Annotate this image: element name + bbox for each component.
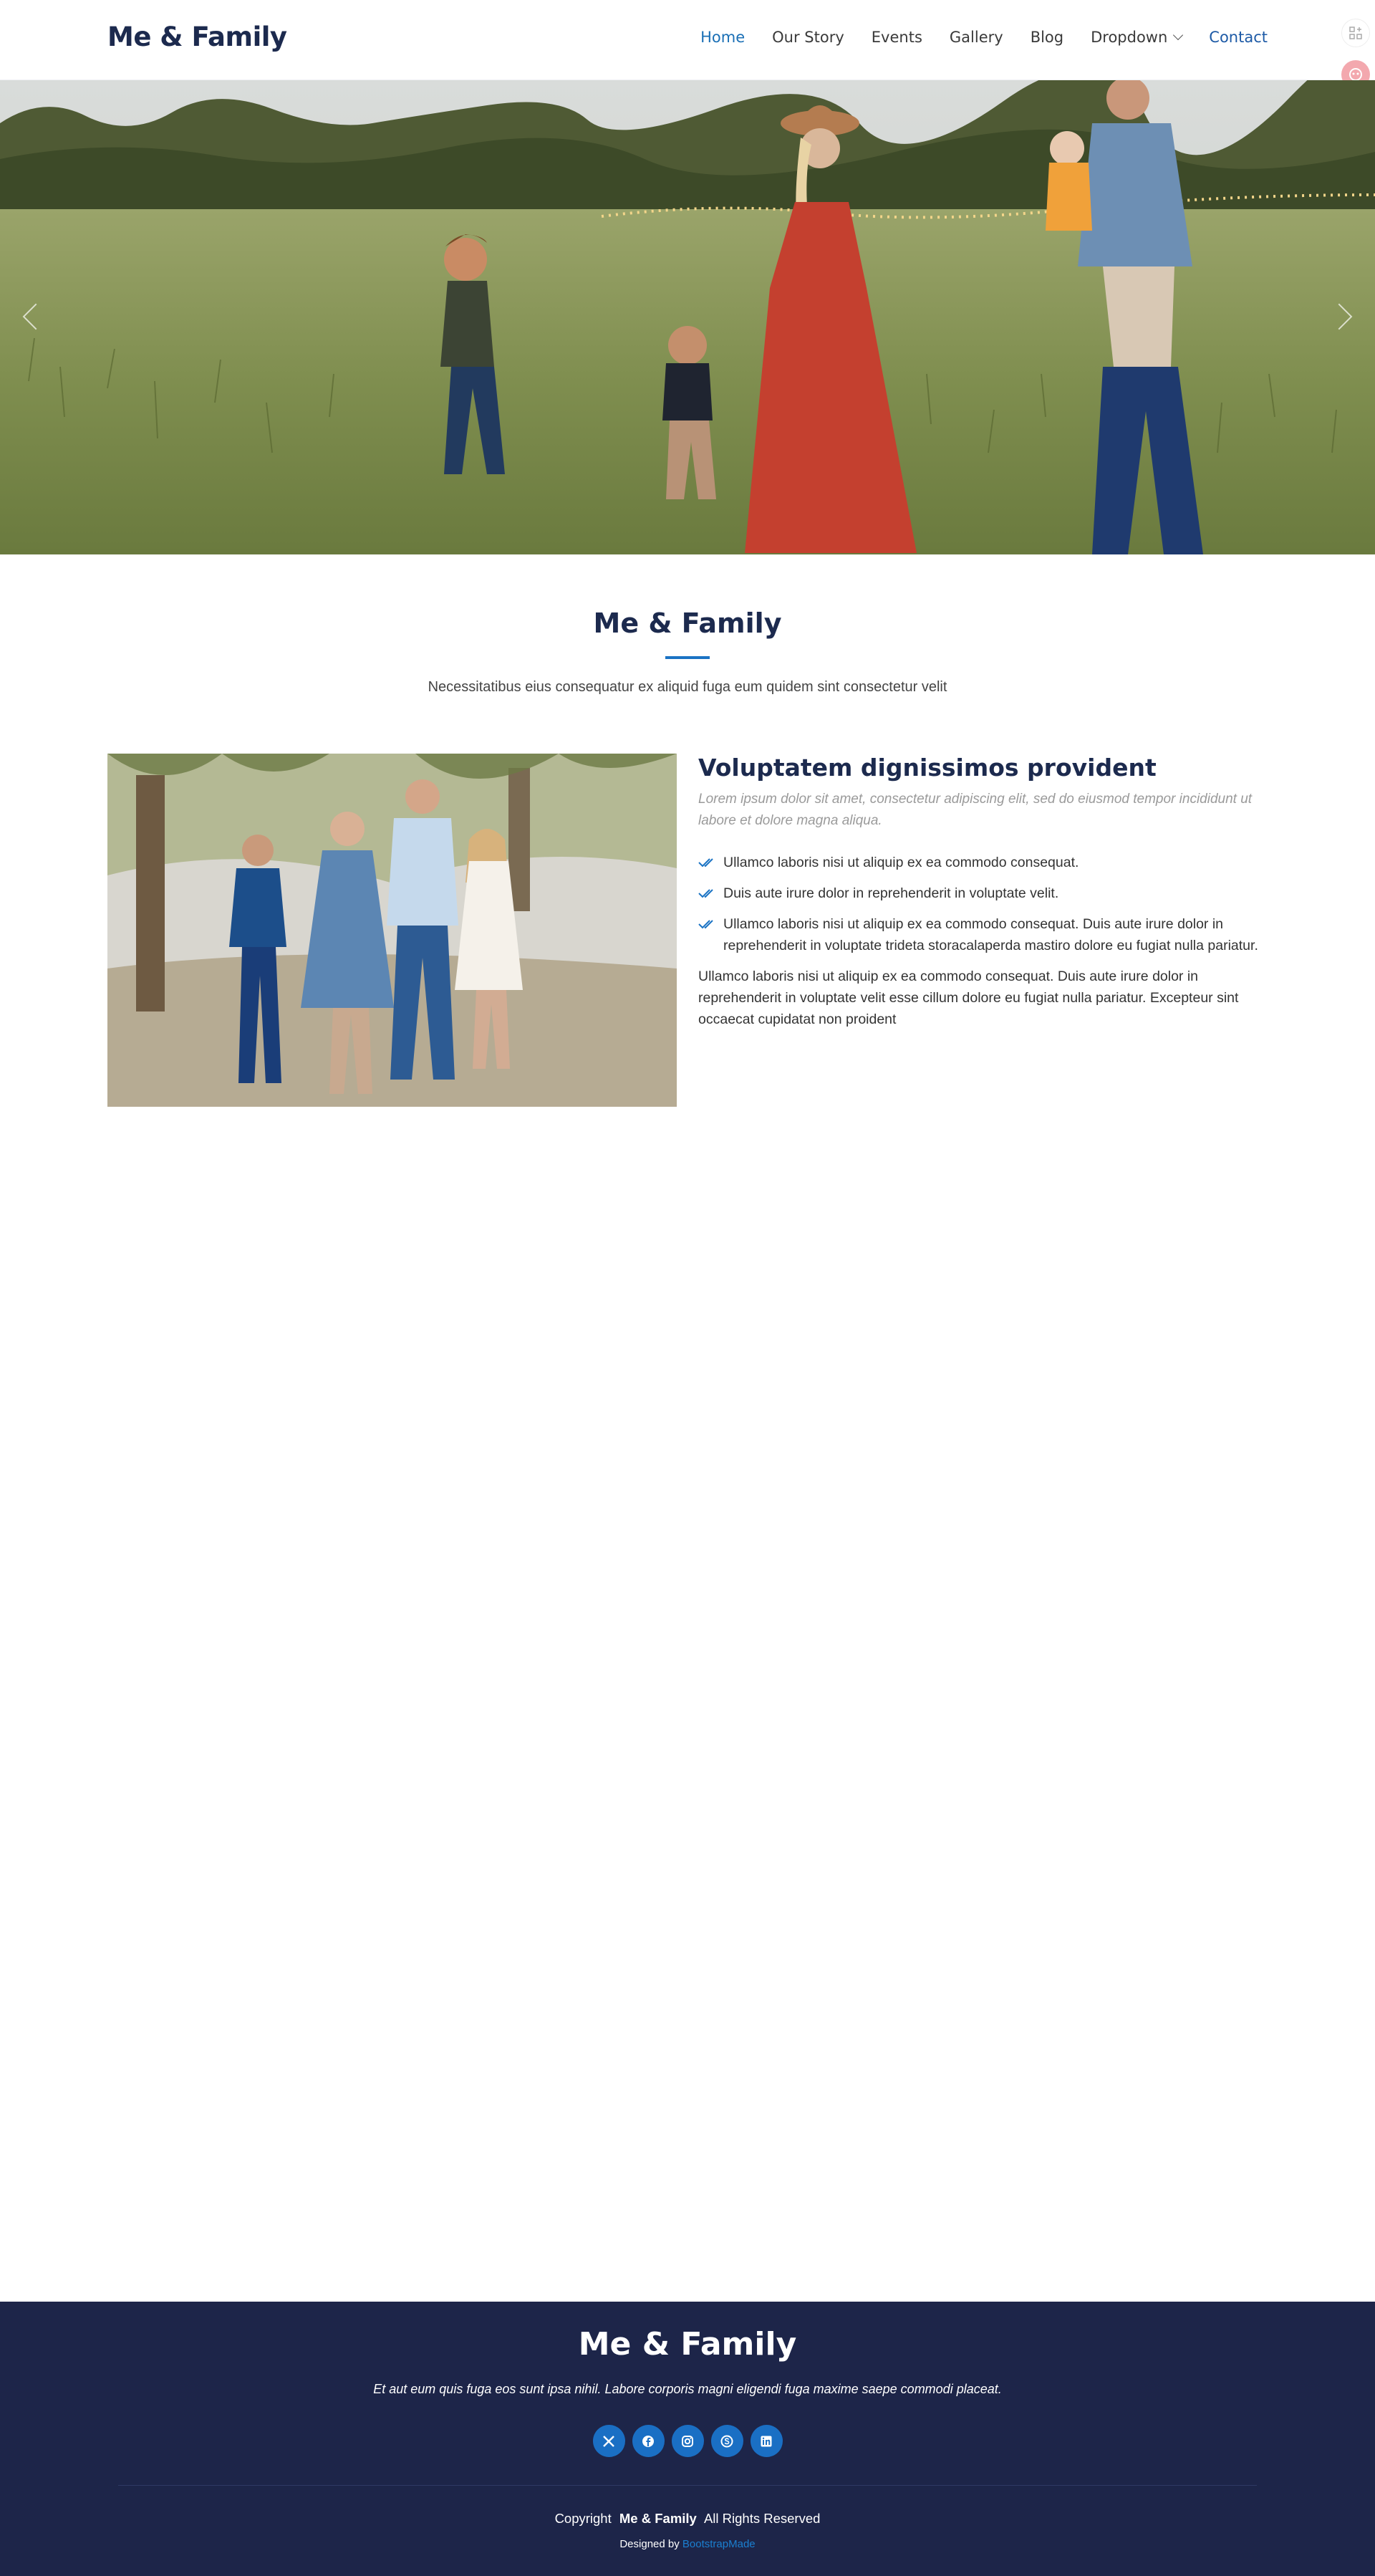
about-lead: Lorem ipsum dolor sit amet, consectetur adipiscing elit, sed do eiusmod tempor incididunt ut labore et dolore magna aliqua.: [698, 792, 1253, 828]
list-item: [698, 913, 1268, 956]
credits-text: [0, 2538, 1375, 2550]
instagram-icon[interactable]: [672, 2425, 704, 2457]
nav-item-gallery[interactable]: Gallery: [949, 29, 1003, 46]
linkedin-icon[interactable]: [751, 2425, 783, 2457]
about-paragraph: Ullamco laboris nisi ut aliquip ex ea commodo consequat. Duis aute irure dolor in reprehenderit in voluptate velit esse cillum dolore eu fugiat nulla pariatur. Excepteur sint occaecat cupidatat non proident: [698, 969, 1239, 1027]
list-item-text: Ullamco laboris nisi ut aliquip ex ea commodo consequat.: [723, 855, 1079, 870]
list-item: [698, 852, 1268, 873]
apps-grid-icon[interactable]: [1341, 19, 1370, 47]
double-check-icon: [698, 919, 717, 929]
credits-link[interactable]: BootstrapMade: [682, 2538, 756, 2550]
main-nav: [700, 29, 1268, 46]
nav-item-blog[interactable]: Blog: [1030, 29, 1064, 46]
footer-title: Me & Family: [578, 2326, 797, 2363]
list-item: [698, 883, 1268, 904]
skype-icon[interactable]: [711, 2425, 743, 2457]
hero-image: [0, 80, 1375, 554]
social-links: [0, 2425, 1375, 2457]
credits-prefix: Designed by: [619, 2538, 680, 2550]
copyright-suffix: All Rights Reserved: [703, 2511, 821, 2526]
section-subtitle: Necessitatibus eius consequatur ex aliquid fuga eum quidem sint consectetur velit: [428, 679, 947, 695]
hero-carousel: [0, 80, 1375, 554]
list-item-text: Ullamco laboris nisi ut aliquip ex ea commodo consequat. Duis aute irure dolor in reprehenderit in voluptate trideta storacalaperda mastiro dolore eu fugiat nulla pariatur.: [723, 916, 1258, 953]
list-item-text: Duis aute irure dolor in reprehenderit in voluptate velit.: [723, 885, 1059, 901]
double-check-icon: [698, 888, 717, 898]
nav-item-dropdown-label: Dropdown: [1091, 29, 1168, 46]
copyright-text: [0, 2511, 1375, 2527]
copyright-prefix: Copyright: [554, 2511, 612, 2526]
about-content: [698, 754, 1268, 1030]
x-twitter-icon[interactable]: [593, 2425, 625, 2457]
nav-item-events[interactable]: Events: [871, 29, 922, 46]
chevron-left-icon: [23, 304, 49, 330]
chevron-down-icon: [1173, 30, 1183, 40]
chevron-right-icon: [1326, 304, 1353, 330]
nav-item-dropdown[interactable]: [1091, 29, 1182, 46]
title-underline: [665, 656, 710, 659]
facebook-icon[interactable]: [632, 2425, 665, 2457]
nav-item-contact[interactable]: Contact: [1209, 29, 1268, 46]
site-footer: [0, 2302, 1375, 2576]
footer-description: Et aut eum quis fuga eos sunt ipsa nihil. Labore corporis magni eligendi fuga maxime saepe commodi placeat.: [373, 2382, 1002, 2396]
carousel-next-button[interactable]: [1325, 295, 1354, 338]
nav-item-our-story[interactable]: Our Story: [772, 29, 844, 46]
copyright-brand: Me & Family: [619, 2511, 697, 2526]
nav-item-home[interactable]: Home: [700, 29, 746, 46]
about-checklist: [698, 852, 1268, 956]
double-check-icon: [698, 857, 717, 868]
about-title: Voluptatem dignissimos provident: [698, 754, 1157, 782]
about-image: [107, 754, 677, 1107]
site-logo[interactable]: Me & Family: [107, 21, 287, 52]
section-title: Me & Family: [593, 607, 782, 639]
footer-divider: [118, 2485, 1257, 2486]
carousel-prev-button[interactable]: [21, 295, 50, 338]
site-header: [0, 0, 1375, 80]
